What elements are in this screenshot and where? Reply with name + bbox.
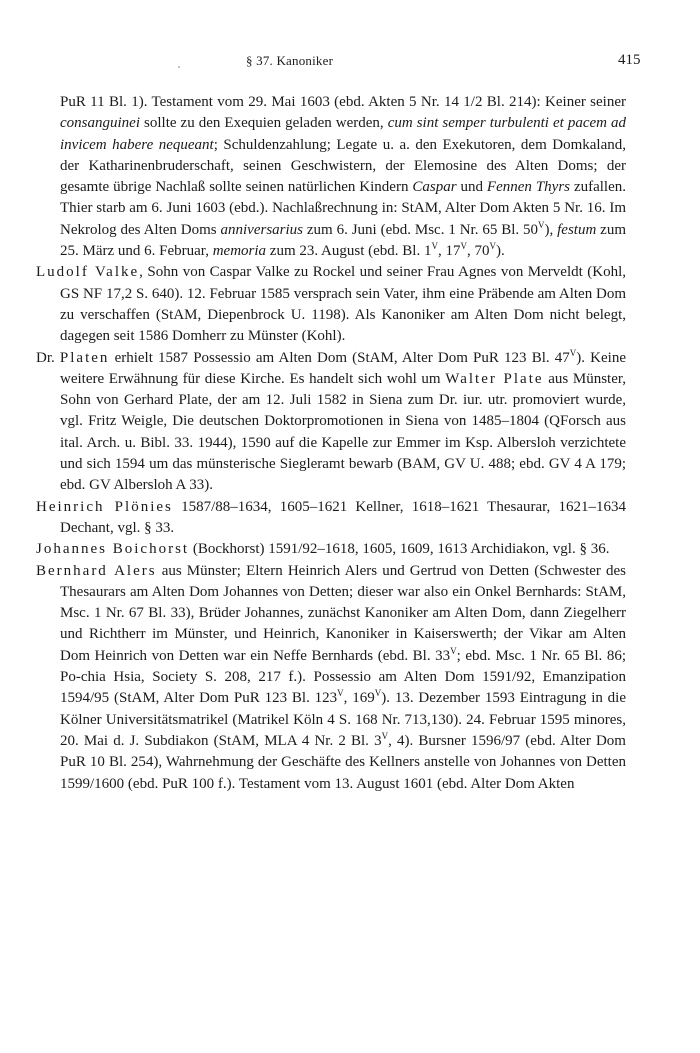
text-run: zum 6. Juni (ebd. Msc. 1 Nr. 65 Bl. 50 (303, 221, 538, 238)
scan-speck (178, 66, 180, 68)
text-run: ), (544, 221, 558, 238)
text-run: ). 13. Dezember 1593 Eintragung in die Kölner Universitätsmatrikel (Matrikel Köln 4 S. 168 Nr. 713,130). 24. Februar 1595 minores, 20. Mai d. J. Subdiakon (StAM, MLA 4 Nr. 2 Bl. 3 (60, 690, 627, 749)
verso-marker: V (489, 241, 496, 252)
verso-marker: V (431, 241, 438, 252)
entry-thier-continued (36, 92, 626, 262)
text-run: und (456, 179, 487, 196)
text-run: (Bockhorst) 1591/92–1618, 1605, 1609, 1613 Archidiakon, vgl. § 36. (189, 541, 610, 558)
latin-phrase: memoria (212, 243, 267, 260)
text-run: erhielt 1587 Possessio am Alten Dom (StAM, Alter Dom PuR 123 Bl. 47 (109, 349, 570, 366)
latin-phrase: consanguinei (60, 115, 140, 132)
text-run: PuR 11 Bl. 1). Testament vom 29. Mai 1603 (ebd. Akten 5 Nr. 14 1/2 Bl. 214): Keiner seiner (60, 94, 626, 110)
entry-johannes-boichorst (36, 539, 626, 560)
entry-ludolf-valke (36, 262, 626, 347)
text-run: ; ebd. Msc. 1 Nr. 65 Bl. 86; Po-chia Hsia, Society S. 208, 217 f.). Possessio am Alten Dom 1591/92, Emanzipation 1594/95 (StAM, Alter Dom PuR 123 Bl. 123 (60, 647, 626, 707)
text-run: , 169 (343, 690, 375, 707)
text-run: sollte zu den Exequien geladen werden, (140, 115, 388, 132)
text-run: 1587/88–1634, 1605–1621 Kellner, 1618–1621 Thesaurar, 1621–1634 Dechant, vgl. § 33. (60, 498, 626, 536)
person-name: Ludolf Valke (36, 264, 140, 281)
verso-marker: V (569, 347, 577, 358)
text-run: zufallen. Thier starb am 6. Juni 1603 (ebd.). Nachlaßrechnung in: StAM, Alter Dom Akten 5 Nr. 16. Im Nekrolog des Alten Doms (60, 179, 626, 238)
verso-marker: V (538, 219, 545, 230)
person-name: Heinrich Plönies (36, 498, 173, 515)
entry-heinrich-ploenies (36, 497, 626, 540)
text-run: Dr. (36, 349, 60, 366)
page-number: 415 (618, 52, 641, 68)
person-name: Johannes Boichorst (36, 541, 190, 558)
latin-phrase: Fennen Thyrs (486, 179, 571, 196)
text-run: , 17 (437, 243, 461, 260)
text-run: aus Münster, Sohn von Gerhard Plate, der am 12. Juli 1582 in Siena zum Dr. iur. utr. promoviert wurde, vgl. Fritz Weigle, Die deutschen Doktorpromotionen in Siena von 1485–1804 (QForsch aus ital. Arch. u. Bibl. 33. 1944), 1590 auf die Kapelle zur Emmer im Ksp. Albersloh verzichtete und sich 1594 um das münsterische Siegleramt bewarb (BAM, GV U. 488; ebd. GV 4 A 179; ebd. GV Albersloh A 33). (60, 370, 626, 494)
text-run: zum 23. August (ebd. Bl. 1 (266, 243, 432, 260)
text-run: , 70 (466, 243, 490, 260)
latin-phrase: cum sint semper turbulenti et pacem ad invicem habere nequeant (60, 115, 626, 153)
verso-marker: V (381, 730, 389, 741)
verso-marker: V (337, 688, 344, 699)
verso-marker: V (374, 688, 382, 699)
person-name: Platen (59, 349, 110, 366)
latin-phrase: anniversarius (220, 221, 303, 238)
entry-platen (36, 348, 626, 497)
running-head (0, 52, 700, 72)
latin-phrase: festum (557, 221, 597, 238)
section-heading: § 37. Kanoniker (246, 53, 334, 68)
text-run: ). Keine weitere Erwähnung für diese Kirche. Es handelt sich wohl um (60, 349, 626, 387)
text-run: zum 25. März und 6. Februar, (60, 221, 626, 260)
text-run: ). (495, 243, 505, 260)
body-text (36, 92, 626, 795)
text-run: ; Schuldenzahlung; Legate u. a. den Exekutoren, dem Domkaland, der Katharinenbruderschaft, seinen Geschwistern, der Elemosine des Alten Doms; der gesamte übrige Nachlaß sollte seinen natürlichen Kindern (60, 136, 626, 196)
text-run: , 4). Bursner 1596/97 (ebd. Alter Dom PuR 10 Bl. 254), Wahrnehmung der Geschäfte des Kellners anstelle von Johannes von Detten 1599/1600 (ebd. PuR 100 f.). Testament vom 13. August 1601 (ebd. Alter Dom Akten (60, 732, 626, 792)
text-run: , Sohn von Caspar Valke zu Rockel und seiner Frau Agnes von Merveldt (Kohl, GS NF 17,2 S. 640). 12. Februar 1585 versprach sein Vater, ihm eine Präbende am Alten Dom zu verschaffen (StAM, Diepenbrock U. 1198). Als Kanoniker am Alten Dom nicht belegt, dagegen seit 1586 Domherr zu Münster (Kohl). (60, 264, 626, 345)
entry-bernhard-alers (36, 561, 626, 795)
person-name: Walter Plate (445, 370, 544, 387)
verso-marker: V (450, 645, 457, 656)
text-run: aus Münster; Eltern Heinrich Alers und Gertrud von Detten (Schwester des Thesaurars am Alten Dom Johannes von Detten; dieser war also ein Onkel Bernhards: StAM, Msc. 1 Nr. 67 Bl. 33), Brüder Johannes, zunächst Kanoniker am Alten Dom, dann Ziegelherr und Richtherr im Münster, und Heinrich, Kanoniker in Kaiserswerth; der Vikar am Alten Dom Heinrich von Detten war ein Neffe Bernhards (ebd. Bl. 33 (60, 562, 627, 664)
verso-marker: V (460, 241, 467, 252)
person-name: Bernhard Alers (36, 562, 157, 579)
latin-phrase: Caspar (412, 179, 457, 196)
